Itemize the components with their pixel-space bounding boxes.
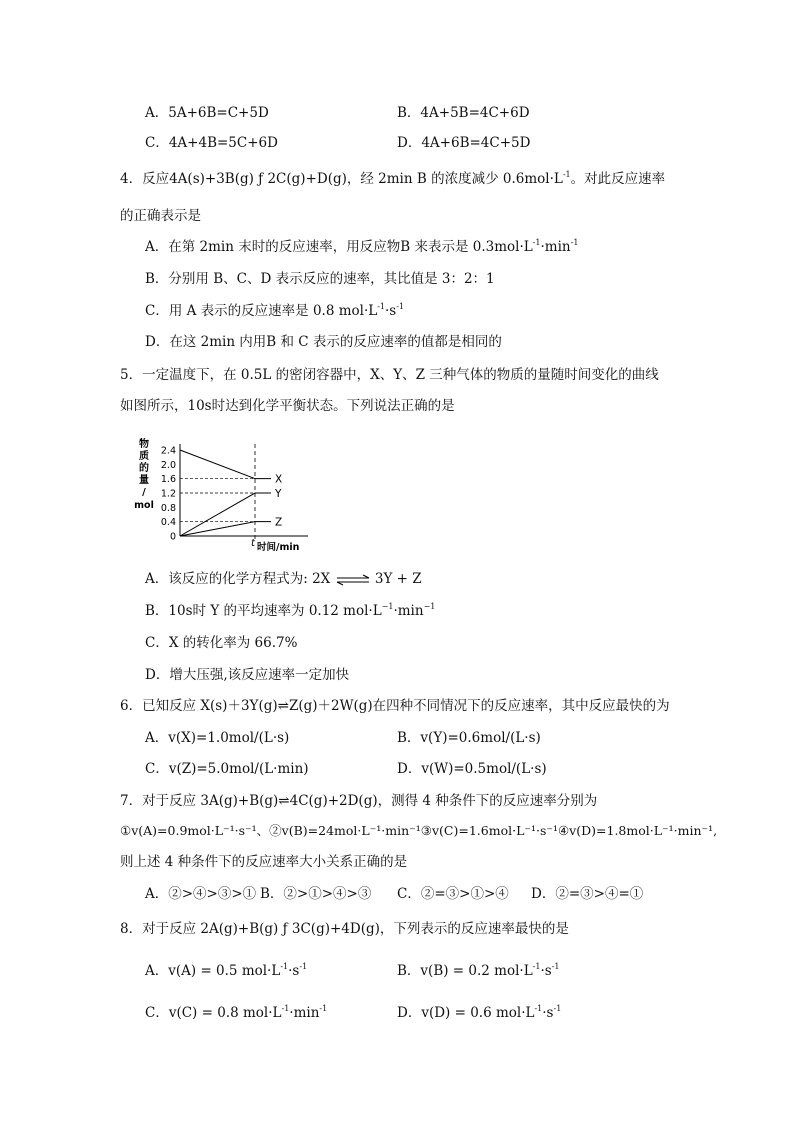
q6-option-a: A．v(X)=1.0mol/(L·s): [145, 730, 290, 746]
y-axis-title-char: 的: [139, 463, 149, 474]
q5-option-a: A．该反应的化学方程式为: 2X 3Y + Z: [145, 571, 422, 587]
q5-stem-cont: 如图所示，10s时达到化学平衡状态。下列说法正确的是: [120, 398, 455, 414]
q8-option-a: A．v(A) = 0.5 $mol\cdot L^{-1}\cdot s^{-1}$: [145, 962, 308, 979]
y-tick-label: 1.2: [160, 488, 176, 500]
y-axis-title-char: 物: [139, 439, 149, 450]
series-label-z: Z: [275, 516, 283, 529]
q6-stem: 6．已知反应 X(s)＋3Y(g)⇌Z(g)＋2W(g)在四种不同情况下的反应速率，其中反应最快的为: [120, 698, 670, 714]
q4-option-c: C．用 A 表示的反应速率是 0.8 $mol\cdot L^{-1}\cdot s^{-1}$: [145, 302, 405, 319]
q7-option-b: B．②>①>④>③: [260, 886, 372, 902]
q8-option-c: C．v(C) = 0.8 $mol\cdot L^{-1}\cdot\min^{-1}$: [145, 1004, 328, 1021]
q7-stem: 7．对于反应 3A(g)+B(g)⇌4C(g)+2D(g)，测得 4 种条件下的反应速率分别为: [120, 793, 598, 809]
q7-option-a: A．②>④>③>①: [145, 886, 257, 902]
series-line-z: [180, 522, 271, 536]
y-axis-unit: mol: [134, 500, 154, 511]
q3-option-a: A．5A+6B=C+5D: [145, 105, 269, 121]
q5-chart: [128, 436, 318, 556]
q7-rates: ①v(A)=0.9mol·L⁻¹·s⁻¹、②v(B)=24mol·L⁻¹·min⁻¹③v(C)=1.6mol·L⁻¹·s⁻¹④v(D)=1.8mol·L⁻¹·min⁻¹,: [120, 823, 718, 838]
q8-option-b: B．v(B) = 0.2 $mol\cdot L^{-1}\cdot s^{-1}$: [397, 962, 560, 979]
y-axis-title-char: 质: [139, 451, 149, 462]
y-tick-label: 0.4: [160, 517, 176, 529]
q3-option-c: C．4A+4B=5C+6D: [145, 135, 278, 151]
y-tick-label: 0.8: [160, 502, 176, 514]
series-label-y: Y: [275, 488, 282, 500]
q7-question: 则上述 4 种条件下的反应速率大小关系正确的是: [120, 854, 408, 870]
q6-option-b: B．v(Y)=0.6mol/(L·s): [397, 730, 541, 746]
q4-option-b: B．分别用 B、C、D 表示反应的速率，其比值是 3：2：1: [145, 271, 495, 287]
q6-option-c: C．v(Z)=5.0mol/(L·min): [145, 761, 309, 777]
q4-stem-cont: 的正确表示是: [120, 208, 201, 224]
series-line-y: [180, 493, 271, 536]
q4-option-d: D．在这 2min 内用B 和 C 表示的反应速率的值都是相同的: [145, 334, 502, 350]
q5-stem: 5．一定温度下，在 0.5L 的密闭容器中，X、Y、Z 三种气体的物质的量随时间变化的曲线: [120, 367, 659, 383]
x-axis-title: 时间/min: [257, 542, 300, 553]
y-tick-label: 2.4: [160, 445, 176, 457]
reference-dashes: [180, 479, 255, 522]
equilibrium-arrows-icon: [335, 574, 371, 586]
y-axis-title: [134, 437, 154, 511]
y-axis-title-char: /: [142, 487, 146, 498]
q7-option-d: D．②=③>④=①: [531, 886, 644, 902]
q4-option-a: A．在第 2min 末时的反应速率，用反应物B 来表示是 $0.3mol\cdot L^{-1}\cdot\min^{-1}$: [145, 238, 579, 255]
q3-option-d: D．4A+6B=4C+5D: [397, 135, 531, 151]
q8-stem: 8．对于反应 2A(g)+B(g) ƒ 3C(g)+4D(g)，下列表示的反应速率最快的是: [120, 921, 569, 937]
y-tick-label: 2.0: [160, 459, 176, 471]
x-axis-symbol: t: [251, 538, 255, 549]
q5-option-c: C．X 的转化率为 66.7%: [145, 635, 298, 651]
q3-option-b: B．4A+5B=4C+6D: [397, 105, 530, 121]
q8-option-d: D．v(D) = 0.6 $mol\cdot L^{-1}\cdot s^{-1}$: [397, 1004, 562, 1021]
series-label-x: X: [275, 473, 283, 486]
y-tick-labels: [161, 446, 176, 543]
q5-option-b: B．10s时 Y 的平均速率为 0.12 $mol\cdot L^{-1}\cdot\min^{-1}$: [145, 602, 436, 619]
y-tick-label: 1.6: [160, 474, 176, 486]
series-line-x: [180, 450, 271, 479]
series-labels: [274, 474, 282, 529]
y-tick-label: 0: [169, 531, 176, 543]
q7-option-c: C．②=③>①>④: [397, 886, 509, 902]
q5-option-d: D．增大压强,该反应速率一定加快: [145, 667, 350, 683]
q4-stem: 4．反应4A(s)+3B(g) ƒ 2C(g)+D(g)，经 2min B 的浓度减少 $0.6mol\cdot L^{-1}$。对此反应速率: [120, 170, 666, 187]
q6-option-d: D．v(W)=0.5mol/(L·s): [397, 761, 547, 777]
y-axis-title-char: 量: [139, 475, 149, 486]
